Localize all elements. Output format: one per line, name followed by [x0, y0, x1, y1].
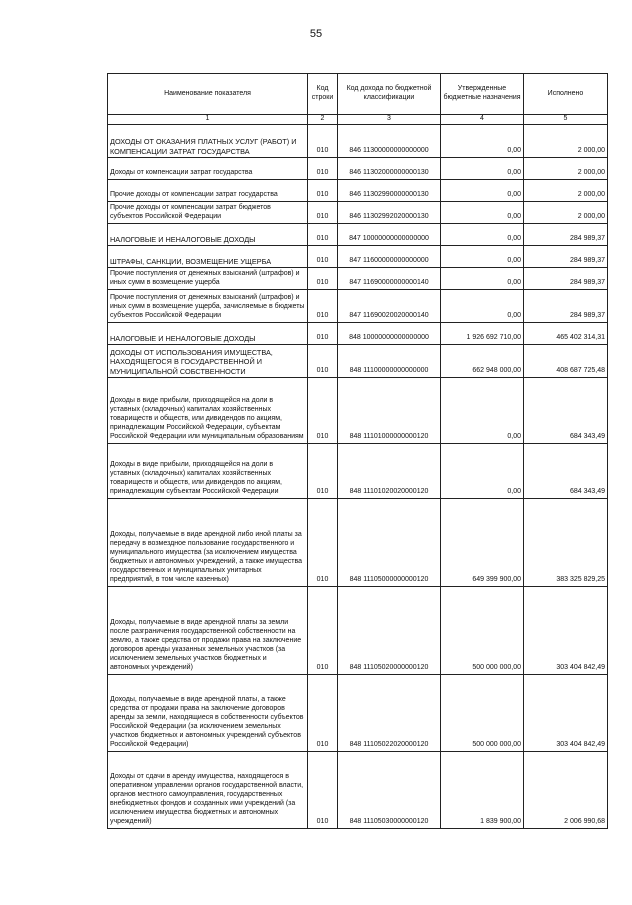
- row-code: 010: [308, 498, 338, 586]
- table-row: [108, 179, 608, 201]
- column-number: 2: [308, 115, 338, 125]
- executed-amount: 284 989,37: [524, 289, 608, 322]
- table-row: [108, 674, 608, 751]
- executed-amount: 284 989,37: [524, 267, 608, 289]
- budget-code: 846 11302990000000130: [338, 179, 441, 201]
- executed-amount: 383 325 829,25: [524, 498, 608, 586]
- approved-amount: 0,00: [441, 443, 524, 498]
- table-row: [108, 245, 608, 267]
- table-row: [108, 157, 608, 179]
- executed-amount: 2 000,00: [524, 179, 608, 201]
- budget-code: 847 11690020020000140: [338, 289, 441, 322]
- indicator-name: Прочие доходы от компенсации затрат бюджетов субъектов Российской Федерации: [108, 201, 308, 223]
- approved-amount: 662 948 000,00: [441, 344, 524, 377]
- table-row: [108, 344, 608, 377]
- budget-code: 846 11302000000000130: [338, 157, 441, 179]
- approved-amount: 0,00: [441, 157, 524, 179]
- header-kbk: Код дохода по бюджетной классификации: [338, 74, 441, 115]
- row-code: 010: [308, 223, 338, 245]
- row-code: 010: [308, 586, 338, 674]
- approved-amount: 500 000 000,00: [441, 586, 524, 674]
- table-row: [108, 586, 608, 674]
- approved-amount: 0,00: [441, 377, 524, 443]
- row-code: 010: [308, 124, 338, 157]
- approved-amount: 0,00: [441, 223, 524, 245]
- approved-amount: 0,00: [441, 124, 524, 157]
- indicator-name: НАЛОГОВЫЕ И НЕНАЛОГОВЫЕ ДОХОДЫ: [108, 223, 308, 245]
- executed-amount: 284 989,37: [524, 223, 608, 245]
- approved-amount: 0,00: [441, 289, 524, 322]
- indicator-name: Прочие доходы от компенсации затрат государства: [108, 179, 308, 201]
- table-row: [108, 201, 608, 223]
- header-executed: Исполнено: [524, 74, 608, 115]
- row-code: 010: [308, 751, 338, 828]
- row-code: 010: [308, 245, 338, 267]
- page-number: 55: [309, 28, 323, 40]
- table-row: [108, 289, 608, 322]
- row-code: 010: [308, 377, 338, 443]
- budget-code: 848 11105020000000120: [338, 586, 441, 674]
- indicator-name: Прочие поступления от денежных взысканий (штрафов) и иных сумм в возмещение ущерба: [108, 267, 308, 289]
- row-code: 010: [308, 289, 338, 322]
- executed-amount: 2 000,00: [524, 201, 608, 223]
- budget-code: 848 11100000000000000: [338, 344, 441, 377]
- table-row: [108, 498, 608, 586]
- approved-amount: 0,00: [441, 179, 524, 201]
- indicator-name: ДОХОДЫ ОТ ОКАЗАНИЯ ПЛАТНЫХ УСЛУГ (РАБОТ) И КОМПЕНСАЦИИ ЗАТРАТ ГОСУДАРСТВА: [108, 124, 308, 157]
- indicator-name: Доходы от компенсации затрат государства: [108, 157, 308, 179]
- indicator-name: Доходы, получаемые в виде арендной платы, а также средства от продажи права на заключение договоров аренды за земли, находящиеся в собственности субъектов Российской Федерации (за исключением земельных участков бюджетных и автономных учреждений субъектов Российской Федерации): [108, 674, 308, 751]
- table-row: [108, 751, 608, 828]
- budget-code: 848 11101000000000120: [338, 377, 441, 443]
- budget-code: 846 11300000000000000: [338, 124, 441, 157]
- indicator-name: Доходы, получаемые в виде арендной либо иной платы за передачу в возмездное пользование государственного и муниципального имущества (за исключением имущества бюджетных и автономных учреждений, а также имущества государственных и муниципальных унитарных предприятий, в том числе казенных): [108, 498, 308, 586]
- executed-amount: 284 989,37: [524, 245, 608, 267]
- row-code: 010: [308, 344, 338, 377]
- budget-code: 848 11105022020000120: [338, 674, 441, 751]
- column-number: 4: [441, 115, 524, 125]
- row-code: 010: [308, 443, 338, 498]
- approved-amount: 1 926 692 710,00: [441, 322, 524, 344]
- table-row: [108, 223, 608, 245]
- table-row: [108, 124, 608, 157]
- indicator-name: Доходы в виде прибыли, приходящейся на доли в уставных (складочных) капиталах хозяйственных товариществ и обществ, или дивидендов по акциям, принадлежащим субъектам Российской Федерации: [108, 443, 308, 498]
- executed-amount: 303 404 842,49: [524, 674, 608, 751]
- approved-amount: 0,00: [441, 245, 524, 267]
- indicator-name: Прочие поступления от денежных взысканий (штрафов) и иных сумм в возмещение ущерба, зачисляемые в бюджеты субъектов Российской Федерации: [108, 289, 308, 322]
- approved-amount: 0,00: [441, 201, 524, 223]
- executed-amount: 684 343,49: [524, 377, 608, 443]
- executed-amount: 684 343,49: [524, 443, 608, 498]
- row-code: 010: [308, 674, 338, 751]
- budget-code: 848 11101020020000120: [338, 443, 441, 498]
- executed-amount: 408 687 725,48: [524, 344, 608, 377]
- executed-amount: 465 402 314,31: [524, 322, 608, 344]
- budget-code: 848 10000000000000000: [338, 322, 441, 344]
- indicator-name: ШТРАФЫ, САНКЦИИ, ВОЗМЕЩЕНИЕ УЩЕРБА: [108, 245, 308, 267]
- row-code: 010: [308, 267, 338, 289]
- executed-amount: 2 000,00: [524, 124, 608, 157]
- indicator-name: Доходы, получаемые в виде арендной платы за земли после разграничения государственной собственности на землю, а также средства от продажи права на заключение договоров аренды указанных земельных участков (за исключением земельных участков бюджетных и автономных учреждений): [108, 586, 308, 674]
- header-name: Наименование показателя: [108, 74, 308, 115]
- budget-code: 848 11105000000000120: [338, 498, 441, 586]
- executed-amount: 303 404 842,49: [524, 586, 608, 674]
- table-row: [108, 377, 608, 443]
- approved-amount: 1 839 900,00: [441, 751, 524, 828]
- approved-amount: 0,00: [441, 267, 524, 289]
- executed-amount: 2 000,00: [524, 157, 608, 179]
- revenue-table: [107, 73, 608, 829]
- budget-code: 847 11690000000000140: [338, 267, 441, 289]
- indicator-name: ДОХОДЫ ОТ ИСПОЛЬЗОВАНИЯ ИМУЩЕСТВА, НАХОДЯЩЕГОСЯ В ГОСУДАРСТВЕННОЙ И МУНИЦИПАЛЬНОЙ СОБСТВЕННОСТИ: [108, 344, 308, 377]
- budget-code: 847 11600000000000000: [338, 245, 441, 267]
- indicator-name: Доходы от сдачи в аренду имущества, находящегося в оперативном управлении органов государственной власти, органов местного самоуправления, государственных внебюджетных фондов и созданных ими учреждений (за исключением имущества бюджетных и автономных учреждений): [108, 751, 308, 828]
- column-number: 3: [338, 115, 441, 125]
- budget-code: 848 11105030000000120: [338, 751, 441, 828]
- table-row: [108, 267, 608, 289]
- row-code: 010: [308, 179, 338, 201]
- executed-amount: 2 006 990,68: [524, 751, 608, 828]
- approved-amount: 649 399 900,00: [441, 498, 524, 586]
- row-code: 010: [308, 201, 338, 223]
- budget-code: 846 11302992020000130: [338, 201, 441, 223]
- row-code: 010: [308, 322, 338, 344]
- table-row: [108, 443, 608, 498]
- table-row: [108, 322, 608, 344]
- column-number-row: [108, 115, 608, 125]
- indicator-name: Доходы в виде прибыли, приходящейся на доли в уставных (складочных) капиталах хозяйственных товариществ и обществ, или дивидендов по акциям, принадлежащим Российской Федерации, субъектам Российской Федерации или муниципальным образованиям: [108, 377, 308, 443]
- column-number: 5: [524, 115, 608, 125]
- approved-amount: 500 000 000,00: [441, 674, 524, 751]
- row-code: 010: [308, 157, 338, 179]
- column-number: 1: [108, 115, 308, 125]
- header-code: Код строки: [308, 74, 338, 115]
- budget-code: 847 10000000000000000: [338, 223, 441, 245]
- indicator-name: НАЛОГОВЫЕ И НЕНАЛОГОВЫЕ ДОХОДЫ: [108, 322, 308, 344]
- header-approved: Утвержденные бюджетные назначения: [441, 74, 524, 115]
- table-header-row: [108, 74, 608, 115]
